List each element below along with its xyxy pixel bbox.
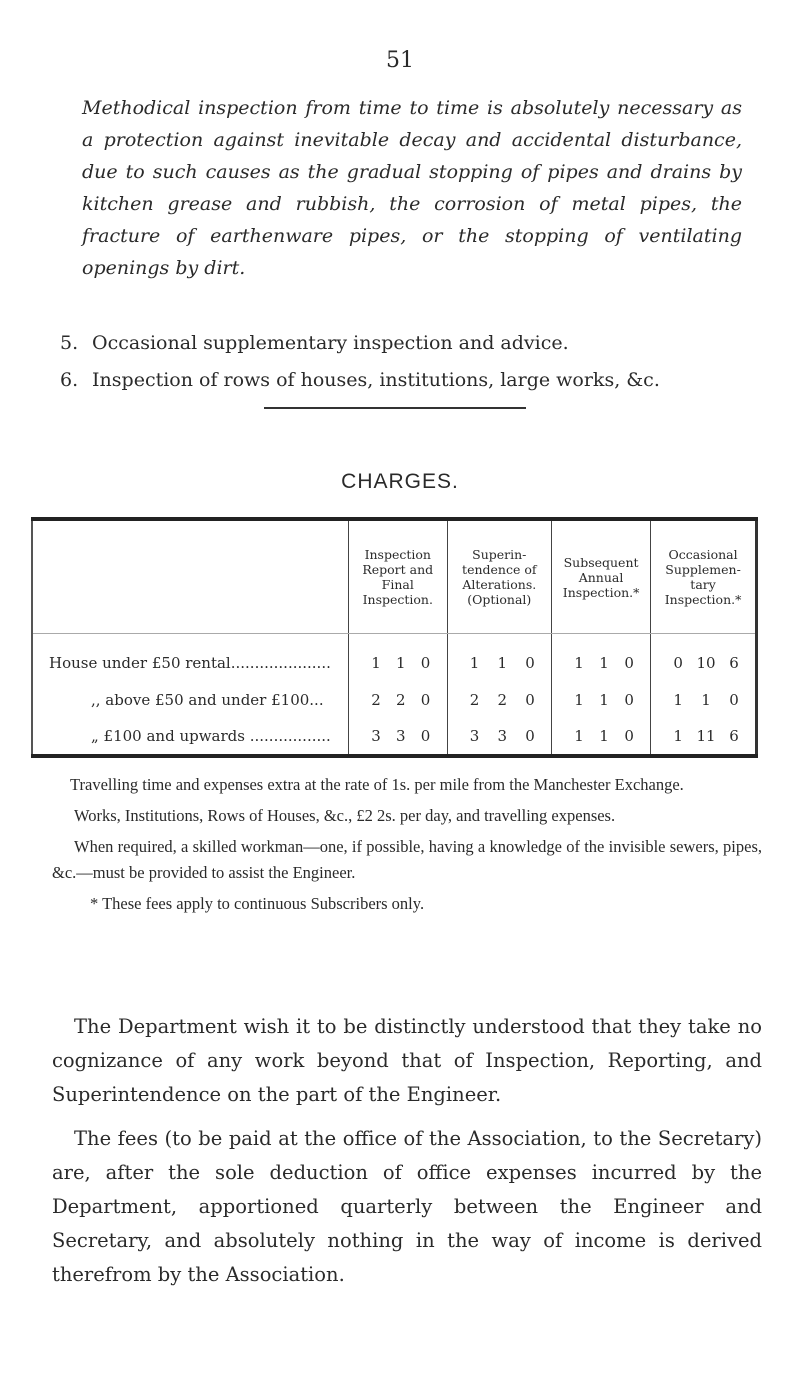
fee-cell: [552, 634, 651, 683]
table-row: [32, 718, 757, 756]
shillings: 1: [599, 727, 609, 745]
note-works: Works, Institutions, Rows of Houses, &c., £2 2s. per day, and travelling expenses.: [74, 806, 616, 825]
list-item-number: 6.: [60, 369, 79, 391]
shillings: 3: [497, 727, 508, 745]
table-header-row: [32, 519, 757, 634]
shillings: 3: [395, 727, 406, 745]
shillings: 2: [395, 691, 406, 709]
fee-cell: [651, 682, 757, 718]
closing-paragraph-2: The fees (to be paid at the office of the Association, to the Secretary) are, after the sole deduction of office expenses incurred by the Department, apportioned quarterly between the Engineer and Secretary, and absolutely nothing in the way of income is derived therefrom by the Association.: [52, 1127, 762, 1286]
fee-cell: [447, 634, 551, 683]
header-occasional-supplementary: Occasional Supplemen- tary Inspection.*: [651, 519, 757, 634]
shillings: 10: [696, 654, 716, 672]
shillings: 1: [395, 654, 406, 672]
table-row: [32, 682, 757, 718]
intro-paragraph: Methodical inspection from time to time is absolutely necessary as a protection against inevitable decay and accidental disturbance, due to such causes as the gradual stopping of pipes and drains by kitchen grease and rubbish, the corrosion of metal pipes, the fracture of earthenware pipes, or the stopping of ventilating openings by dirt.: [82, 97, 742, 279]
notes-section: [52, 772, 762, 922]
fee-cell: [349, 682, 448, 718]
shillings: 1: [599, 654, 609, 672]
pounds: 3: [469, 727, 480, 745]
fee-cell: [651, 634, 757, 683]
header-inspection-report: Inspection Report and Final Inspection.: [349, 519, 448, 634]
shillings: 2: [497, 691, 508, 709]
charges-table: [31, 517, 758, 758]
list-item-5: [60, 332, 569, 354]
pence: 0: [525, 691, 535, 709]
pounds: 1: [574, 654, 584, 672]
fee-cell: [552, 718, 651, 756]
shillings: 1: [701, 691, 711, 709]
shillings: 1: [599, 691, 609, 709]
pence: 0: [525, 727, 535, 745]
fee-cell: [552, 682, 651, 718]
note-workman: When required, a skilled workman—one, if possible, having a knowledge of the invisible sewers, pipes, &c.—must be provided to assist the Engineer.: [52, 837, 762, 882]
pence: 0: [729, 691, 739, 709]
shillings: 11: [696, 727, 716, 745]
pounds: 2: [469, 691, 480, 709]
pounds: 1: [574, 691, 584, 709]
pounds: 3: [371, 727, 381, 745]
pounds: 1: [371, 654, 381, 672]
pence: 0: [624, 654, 634, 672]
section-divider: [264, 407, 526, 409]
row-label: „ £100 and upwards .................: [91, 727, 331, 745]
header-superintendence: Superin- tendence of Alterations. (Optional): [447, 519, 551, 634]
header-subsequent-annual: Subsequent Annual Inspection.*: [552, 519, 651, 634]
list-item-text: Inspection of rows of houses, institutions, large works, &c.: [92, 369, 660, 391]
pounds: 0: [673, 654, 683, 672]
table-row: [32, 634, 757, 683]
fee-cell: [349, 718, 448, 756]
page-number: 51: [386, 48, 414, 73]
list-item-text: Occasional supplementary inspection and advice.: [92, 332, 569, 354]
row-label: ,, above £50 and under £100...: [91, 691, 324, 709]
pence: 0: [420, 654, 431, 672]
fee-cell: [447, 682, 551, 718]
fee-cell: [651, 718, 757, 756]
pence: 0: [420, 727, 431, 745]
shillings: 1: [497, 654, 508, 672]
pounds: 1: [673, 727, 683, 745]
pounds: 1: [574, 727, 584, 745]
pounds: 1: [673, 691, 683, 709]
note-travelling: Travelling time and expenses extra at the rate of 1s. per mile from the Manchester Exchange.: [70, 775, 684, 794]
header-blank-cell: [32, 519, 349, 634]
pence: 0: [624, 727, 634, 745]
pence: 0: [624, 691, 634, 709]
pounds: 2: [371, 691, 381, 709]
charges-heading: CHARGES.: [341, 470, 459, 493]
pence: 6: [729, 654, 739, 672]
list-item-number: 5.: [60, 332, 79, 354]
pence: 6: [729, 727, 739, 745]
fee-cell: [349, 634, 448, 683]
pence: 0: [525, 654, 535, 672]
row-label: House under £50 rental.....................: [49, 654, 331, 672]
closing-paragraph-1: The Department wish it to be distinctly understood that they take no cognizance of any work beyond that of Inspection, Reporting, and Superintendence on the part of the Engineer.: [52, 1015, 762, 1106]
list-item-6: [60, 369, 660, 391]
closing-section: [52, 1010, 762, 1302]
fee-cell: [447, 718, 551, 756]
pounds: 1: [469, 654, 480, 672]
pence: 0: [420, 691, 431, 709]
note-subscribers: * These fees apply to continuous Subscribers only.: [90, 894, 425, 913]
